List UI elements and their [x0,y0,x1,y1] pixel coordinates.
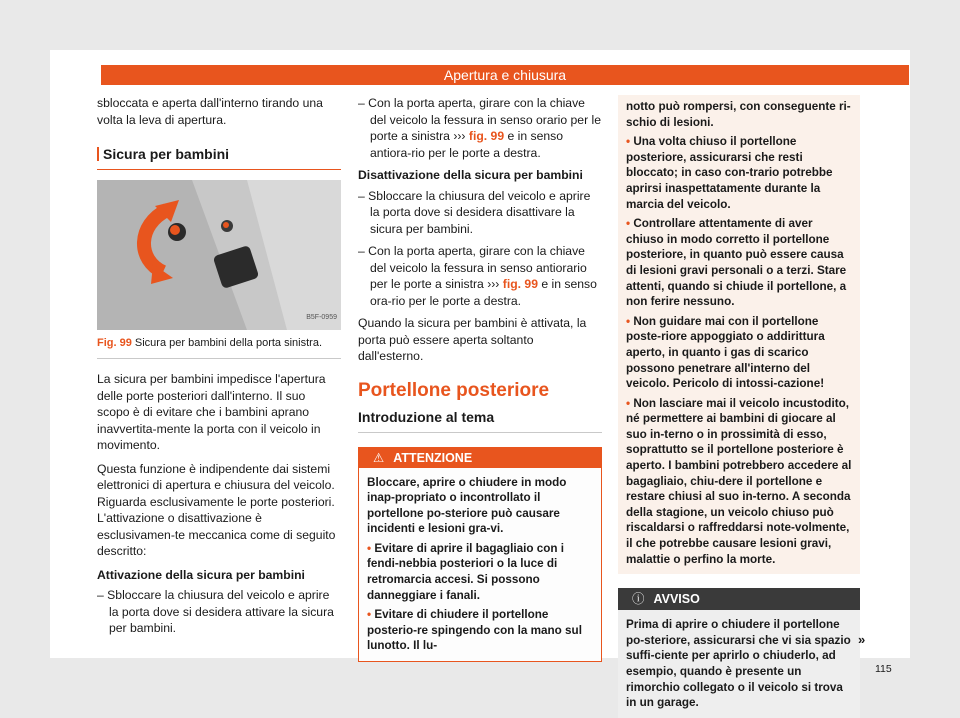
bullet-icon: • [367,541,372,555]
deactivation-title: Disattivazione della sicura per bambini [358,168,583,182]
warning-header [359,448,601,468]
warning-bullet [626,134,852,212]
deactivation-step-2-text-end: e in senso ora-rio per le porte a destra. [370,277,597,308]
intro-subtitle: Introduzione al tema [358,409,602,433]
warning-bullet [367,541,593,603]
column-3 [618,95,860,718]
warning-box [358,447,602,663]
column-2 [358,95,602,662]
note-box [618,588,860,718]
warning-bullet-text: Controllare attentamente di aver chiuso in modo corretto il portellone posteriore, in quanto può essere causa di lesioni gravi personali o a terzi. Stare attenti, quando si chiude il portellone, a non ferire nessuno. [626,217,847,309]
figure-child-lock-image [97,180,341,330]
warning-triangle-icon: ⚠ [373,450,385,465]
activation-title: Attivazione della sicura per bambini [97,567,305,582]
warning-title: ATTENZIONE [393,450,473,465]
figure-caption-text: Sicura per bambini della porta sinistra. [134,336,322,349]
note-body: Prima di aprire o chiudere il portellone po-steriore, assicurarsi che vi sia spazio suffi-ciente per aprirlo o chiuderlo, ad esempio, quando è presente un rimorchio collegato o il veicolo si trova in un garage. [626,618,851,710]
final-paragraph: Quando la sicura per bambini è attivata, la porta può essere aperta soltanto dall'esterno. [358,316,587,363]
page-header: Apertura e chiusura [101,65,909,85]
figure-caption [97,335,341,360]
deactivation-step-2 [358,243,602,309]
bullet-icon: • [626,396,631,410]
bullet-icon: • [626,135,631,149]
warning-bullet [626,396,852,568]
page-number: 115 [875,663,892,675]
note-header [618,588,860,610]
warning-bullet-text: Evitare di chiudere il portellone posterio-re spingendo con la mano sul lunotto. Il lu- [367,608,582,653]
activation-step-1: – Sbloccare la chiusura del veicolo e aprire la porta dove si desidera attivare la sicura per bambini. [97,588,334,635]
warning-bullet-text: Evitare di aprire il bagagliaio con i fendi-nebbia posteriori o la luce di retromarcia accesi. Si possono danneggiare i fanali. [367,541,564,602]
warning-bullet-text: Una volta chiuso il portellone posteriore, assicurarsi che resti bloccato; in caso con-trario potrebbe aprirsi inaspettatamente durante la marcia del veicolo. [626,135,833,211]
activation-step-2 [358,95,602,161]
figure-number: Fig. 99 [97,336,132,349]
warning-text: notto può rompersi, con conseguente ri-schio di lesioni. [626,100,851,129]
continue-mark: » [858,632,866,647]
bullet-icon: • [626,314,631,328]
column-1 [97,95,341,643]
info-circle-icon: ⓘ [632,592,645,607]
figure-reference-link[interactable]: fig. 99 [468,129,505,143]
paragraph-2: Questa funzione è indipendente dai sistemi elettronici di apertura e chiusura del veicolo. Riguarda esclusivamente le porte posteriori. L'attivazione o disattivazione è esclusivamen-te meccanica come di seguito descritto: [97,461,336,558]
warning-bullet [367,607,593,654]
deactivation-step-2-text: – Con la porta aperta, girare con la chiave del veicolo la fessura in senso antiorario per le porte a sinistra ››› [358,244,587,291]
bullet-icon: • [626,217,631,231]
warning-bullet [626,216,852,310]
warning-bullet [626,314,852,392]
paragraph-1: La sicura per bambini impedisce l'apertura delle porte posteriori dall'interno. Il suo scopo è di evitare che i bambini aprano inavvertita-mente la porta con il veicolo in movimento. [97,372,326,452]
warning-bullet-text: Non lasciare mai il veicolo incustodito, né permettere ai bambini di giocare al suo in-terno o in prossimità di esso, soprattutto se il portellone posteriore è aperto. I bambini potrebbero accedere al bagagliaio, chiu-dere il portellone e restare chiusi al suo in-terno. A seconda della stagione, un veicolo chiuso può riscaldarsi o raffreddarsi note-volmente, il che potrebbe causare lesioni gravi, malattie o perfino la morte. [626,396,852,566]
figure-code: B5F-0959 [306,314,337,321]
door-latch-illustration [97,180,341,330]
note-title: AVVISO [653,592,700,607]
chapter-title: Portellone posteriore [358,379,550,401]
activation-step-2-text-end: e in senso antiora-rio per le porte a destra. [370,129,564,160]
section-title-child-lock: Sicura per bambini [97,146,341,170]
intro-text: sbloccata e aperta dall'interno tirando una volta la leva di apertura. [97,96,323,127]
manual-page [50,50,910,710]
warning-body [359,468,601,662]
warning-bullet-text: Non guidare mai con il portellone poste-riore appoggiato o addirittura aperto, in quanto i gas di scarico possono penetrare all'interno del veicolo. Pericolo di intossi-cazione! [626,314,825,391]
warning-box-continued [618,95,860,574]
activation-step-2-text: – Con la porta aperta, girare con la chiave del veicolo la fessura in senso orario per le porte a sinistra ››› [358,96,602,143]
deactivation-step-1: – Sbloccare la chiusura del veicolo e aprire la porta dove si desidera disattivare la sicura per bambini. [358,188,591,236]
warning-text: Bloccare, aprire o chiudere in modo inap-propriato o incontrollato il portellone po-steriore può causare incidenti e lesioni gra-vi. [367,475,567,536]
warning-body-continued [618,95,860,574]
bullet-icon: • [367,608,372,622]
figure-reference-link[interactable]: fig. 99 [502,277,538,291]
